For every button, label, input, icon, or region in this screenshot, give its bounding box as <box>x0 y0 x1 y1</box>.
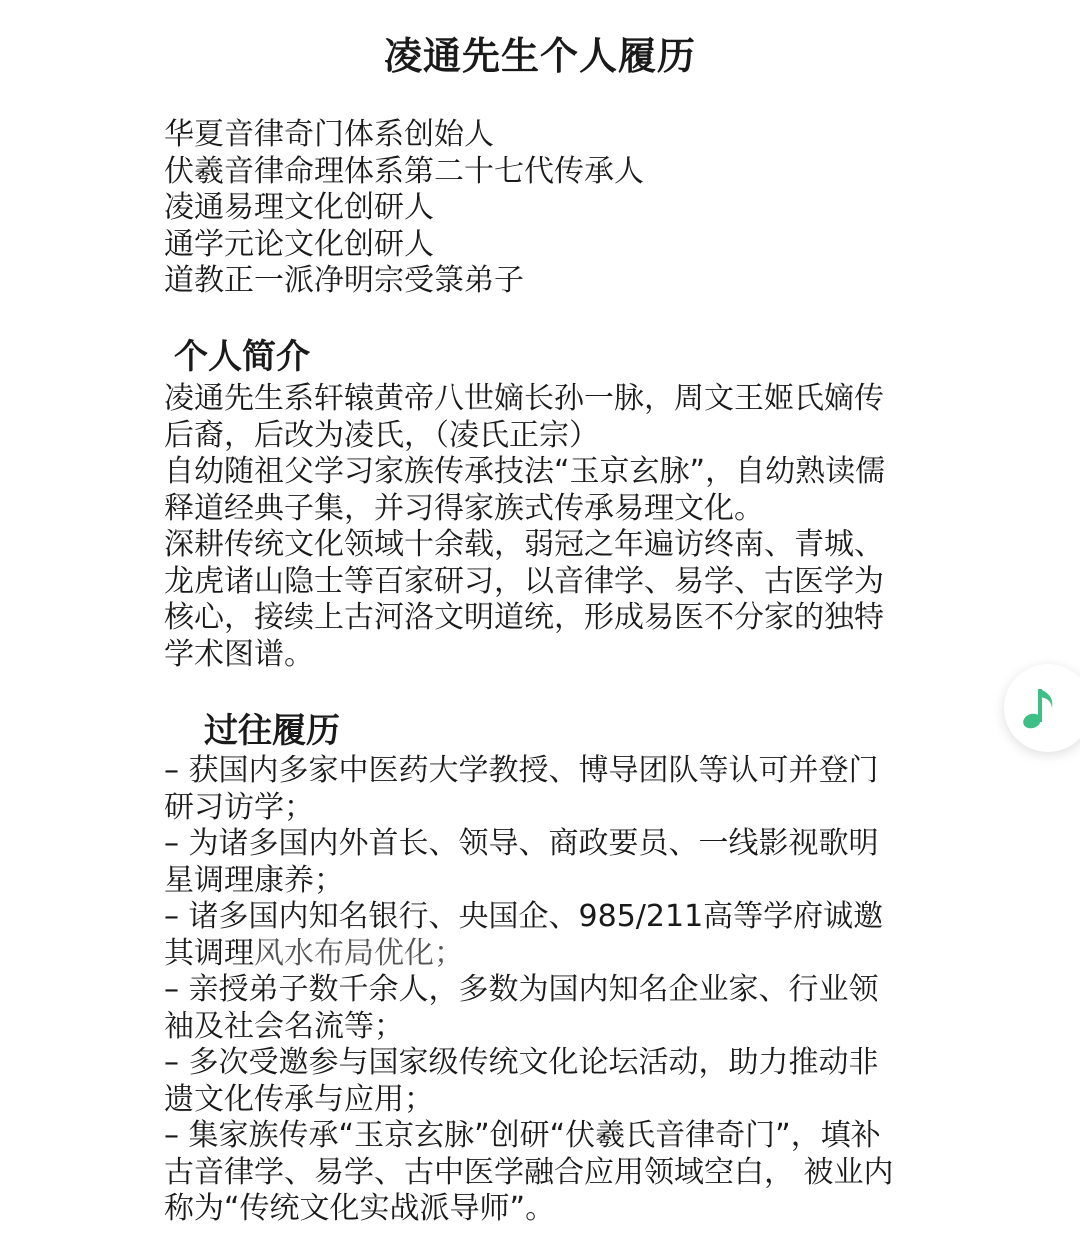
history-line: – 获国内多家中医药大学教授、博导团队等认可并登门 <box>164 753 879 788</box>
history-heading: 过往履历 <box>204 711 340 751</box>
title-line: 通学元论文化创研人 <box>164 226 434 262</box>
music-note-icon <box>1022 686 1058 730</box>
title-line: 凌通易理文化创研人 <box>164 190 434 225</box>
history-line: – 为诸多国内外首长、领导、商政要员、一线影视歌明 <box>164 826 879 861</box>
intro-line: 深耕传统文化领域十余载，弱冠之年遍访终南、青城、 <box>164 527 884 562</box>
intro-line: 凌通先生系轩辕黄帝八世嫡长孙一脉，周文王姬氏嫡传 <box>164 381 884 416</box>
intro-line: 后裔，后改为凌氏，（凌氏正宗） <box>164 417 599 453</box>
history-section <box>164 753 924 1228</box>
page-title: 凌通先生个人履历 <box>383 34 696 78</box>
intro-line: 学术图谱。 <box>164 636 314 672</box>
history-line: 袖及社会名流等； <box>164 1008 404 1044</box>
history-line: – 诸多国内知名银行、央国企、985/211高等学府诚邀 <box>164 899 884 934</box>
intro-heading: 个人简介 <box>174 337 310 377</box>
intro-line: 核心，接续上古河洛文明道统，形成易医不分家的独特 <box>164 600 884 635</box>
history-line-text-muted: 风水布局优化； <box>254 935 464 971</box>
history-line-text: 其调理 <box>164 935 254 971</box>
history-line: – 集家族传承“玉京玄脉”创研“伏羲氏音律奇门”，填补 <box>164 1118 881 1153</box>
history-line: – 多次受邀参与国家级传统文化论坛活动，助力推动非 <box>164 1045 879 1080</box>
intro-section <box>164 381 924 673</box>
title-line: 伏羲音律命理体系第二十七代传承人 <box>164 153 644 189</box>
history-line: 研习访学； <box>164 789 314 825</box>
titles-list <box>164 117 924 300</box>
history-line <box>164 936 924 973</box>
history-line: 星调理康养； <box>164 862 344 898</box>
intro-line: 自幼随祖父学习家族传承技法“玉京玄脉”，自幼熟读儒 <box>164 454 886 489</box>
intro-line: 释道经典子集，并习得家族式传承易理文化。 <box>164 490 764 526</box>
intro-line: 龙虎诸山隐士等百家研习，以音律学、易学、古医学为 <box>164 563 884 599</box>
history-line: – 亲授弟子数千余人，多数为国内知名企业家、行业领 <box>164 972 879 1007</box>
music-button[interactable] <box>1004 664 1080 752</box>
history-line: 古音律学、易学、古中医学融合应用领域空白， 被业内 <box>164 1154 894 1190</box>
history-line: 遗文化传承与应用； <box>164 1081 434 1117</box>
title-line: 道教正一派净明宗受箓弟子 <box>164 263 524 298</box>
history-line: 称为“传统文化实战派导师”。 <box>164 1191 556 1226</box>
title-line: 华夏音律奇门体系创始人 <box>164 117 494 152</box>
